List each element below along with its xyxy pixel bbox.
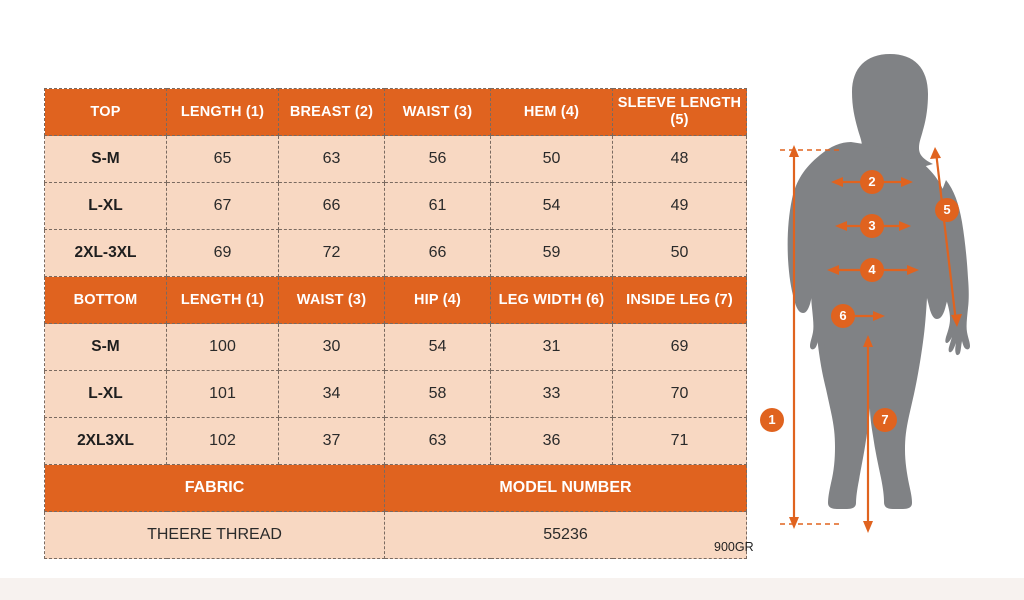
row-label: 2XL-3XL [45,230,167,277]
table-row [45,371,747,418]
header-cell-waist: WAIST (3) [279,277,385,324]
cell: 61 [385,183,491,230]
cell: 63 [279,136,385,183]
cell: 66 [385,230,491,277]
table-header-row-top [45,89,747,136]
cell: 69 [167,230,279,277]
cell: 70 [613,371,747,418]
size-chart-table [44,88,747,559]
marker-badge-4: 4 [861,259,883,281]
marker-badge-2: 2 [861,171,883,193]
cell: 48 [613,136,747,183]
header-cell-breast: BREAST (2) [279,89,385,136]
body-silhouette [788,54,970,509]
header-cell-top: TOP [45,89,167,136]
cell: 50 [613,230,747,277]
header-cell-hem: HEM (4) [491,89,613,136]
model-number-value: 55236 [385,512,747,559]
table-row [45,230,747,277]
marker-badge-5: 5 [936,199,958,221]
header-cell-length: LENGTH (1) [167,277,279,324]
cell: 102 [167,418,279,465]
cell: 71 [613,418,747,465]
cell: 31 [491,324,613,371]
cell: 66 [279,183,385,230]
table-footer-value-row [45,512,747,559]
table-header-row-bottom [45,277,747,324]
header-cell-length: LENGTH (1) [167,89,279,136]
cell: 34 [279,371,385,418]
bottom-strip [0,578,1024,600]
cell: 37 [279,418,385,465]
cell: 65 [167,136,279,183]
header-cell-sleeve-length: SLEEVE LENGTH (5) [613,89,747,136]
cell: 101 [167,371,279,418]
marker-badge-3: 3 [861,215,883,237]
cell: 67 [167,183,279,230]
cell: 72 [279,230,385,277]
header-cell-waist: WAIST (3) [385,89,491,136]
row-label: L-XL [45,183,167,230]
table-row [45,418,747,465]
figure-illustration [756,30,1024,570]
cell: 100 [167,324,279,371]
header-cell-leg-width: LEG WIDTH (6) [491,277,613,324]
cell: 54 [385,324,491,371]
product-code: 900GR [714,540,754,554]
header-cell-bottom: BOTTOM [45,277,167,324]
header-cell-inside-leg: INSIDE LEG (7) [613,277,747,324]
measurement-figure [756,30,1024,570]
cell: 50 [491,136,613,183]
row-label: 2XL3XL [45,418,167,465]
table-row [45,136,747,183]
row-label: S-M [45,136,167,183]
cell: 54 [491,183,613,230]
cell: 49 [613,183,747,230]
marker-badge-1: 1 [761,409,783,431]
row-label: S-M [45,324,167,371]
cell: 63 [385,418,491,465]
marker-badge-6: 6 [832,305,854,327]
fabric-header: FABRIC [45,465,385,512]
cell: 69 [613,324,747,371]
header-cell-hip: HIP (4) [385,277,491,324]
table-row [45,324,747,371]
cell: 33 [491,371,613,418]
cell: 30 [279,324,385,371]
fabric-value: THEERE THREAD [45,512,385,559]
row-label: L-XL [45,371,167,418]
table-footer-header-row [45,465,747,512]
cell: 36 [491,418,613,465]
marker-badge-7: 7 [874,409,896,431]
model-number-header: MODEL NUMBER [385,465,747,512]
cell: 58 [385,371,491,418]
cell: 59 [491,230,613,277]
cell: 56 [385,136,491,183]
table-row [45,183,747,230]
